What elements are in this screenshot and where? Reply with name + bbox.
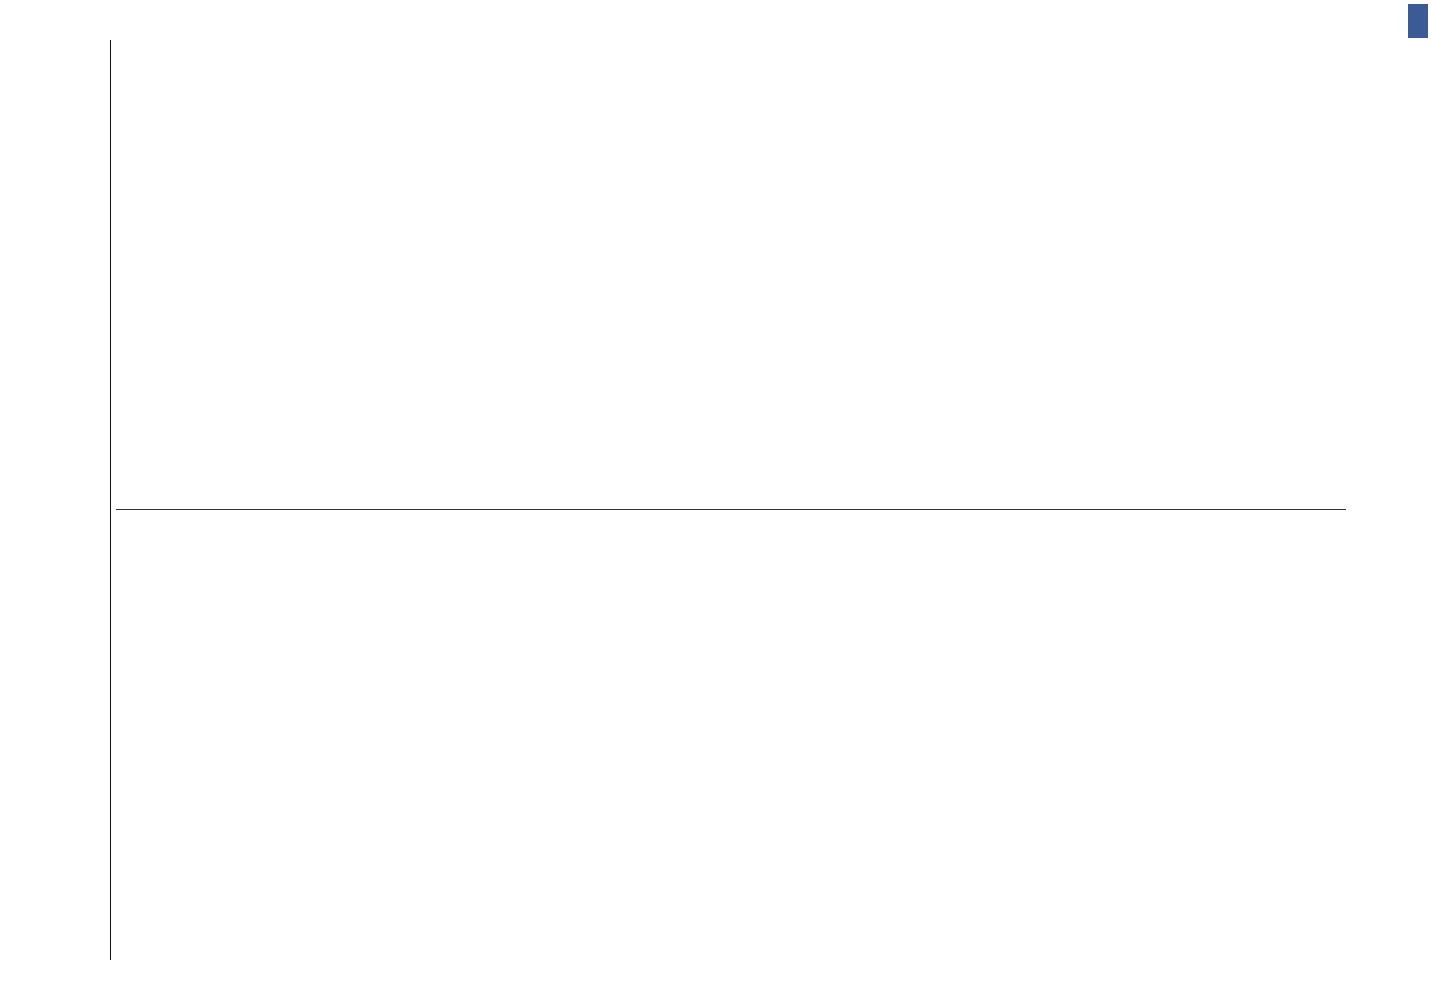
digitization-note <box>1410 320 1424 960</box>
dfg-logo <box>1408 4 1428 38</box>
page-header <box>86 40 106 960</box>
column-divider <box>116 509 1346 510</box>
header-rule <box>110 40 111 960</box>
rotated-register-page <box>66 20 1366 980</box>
